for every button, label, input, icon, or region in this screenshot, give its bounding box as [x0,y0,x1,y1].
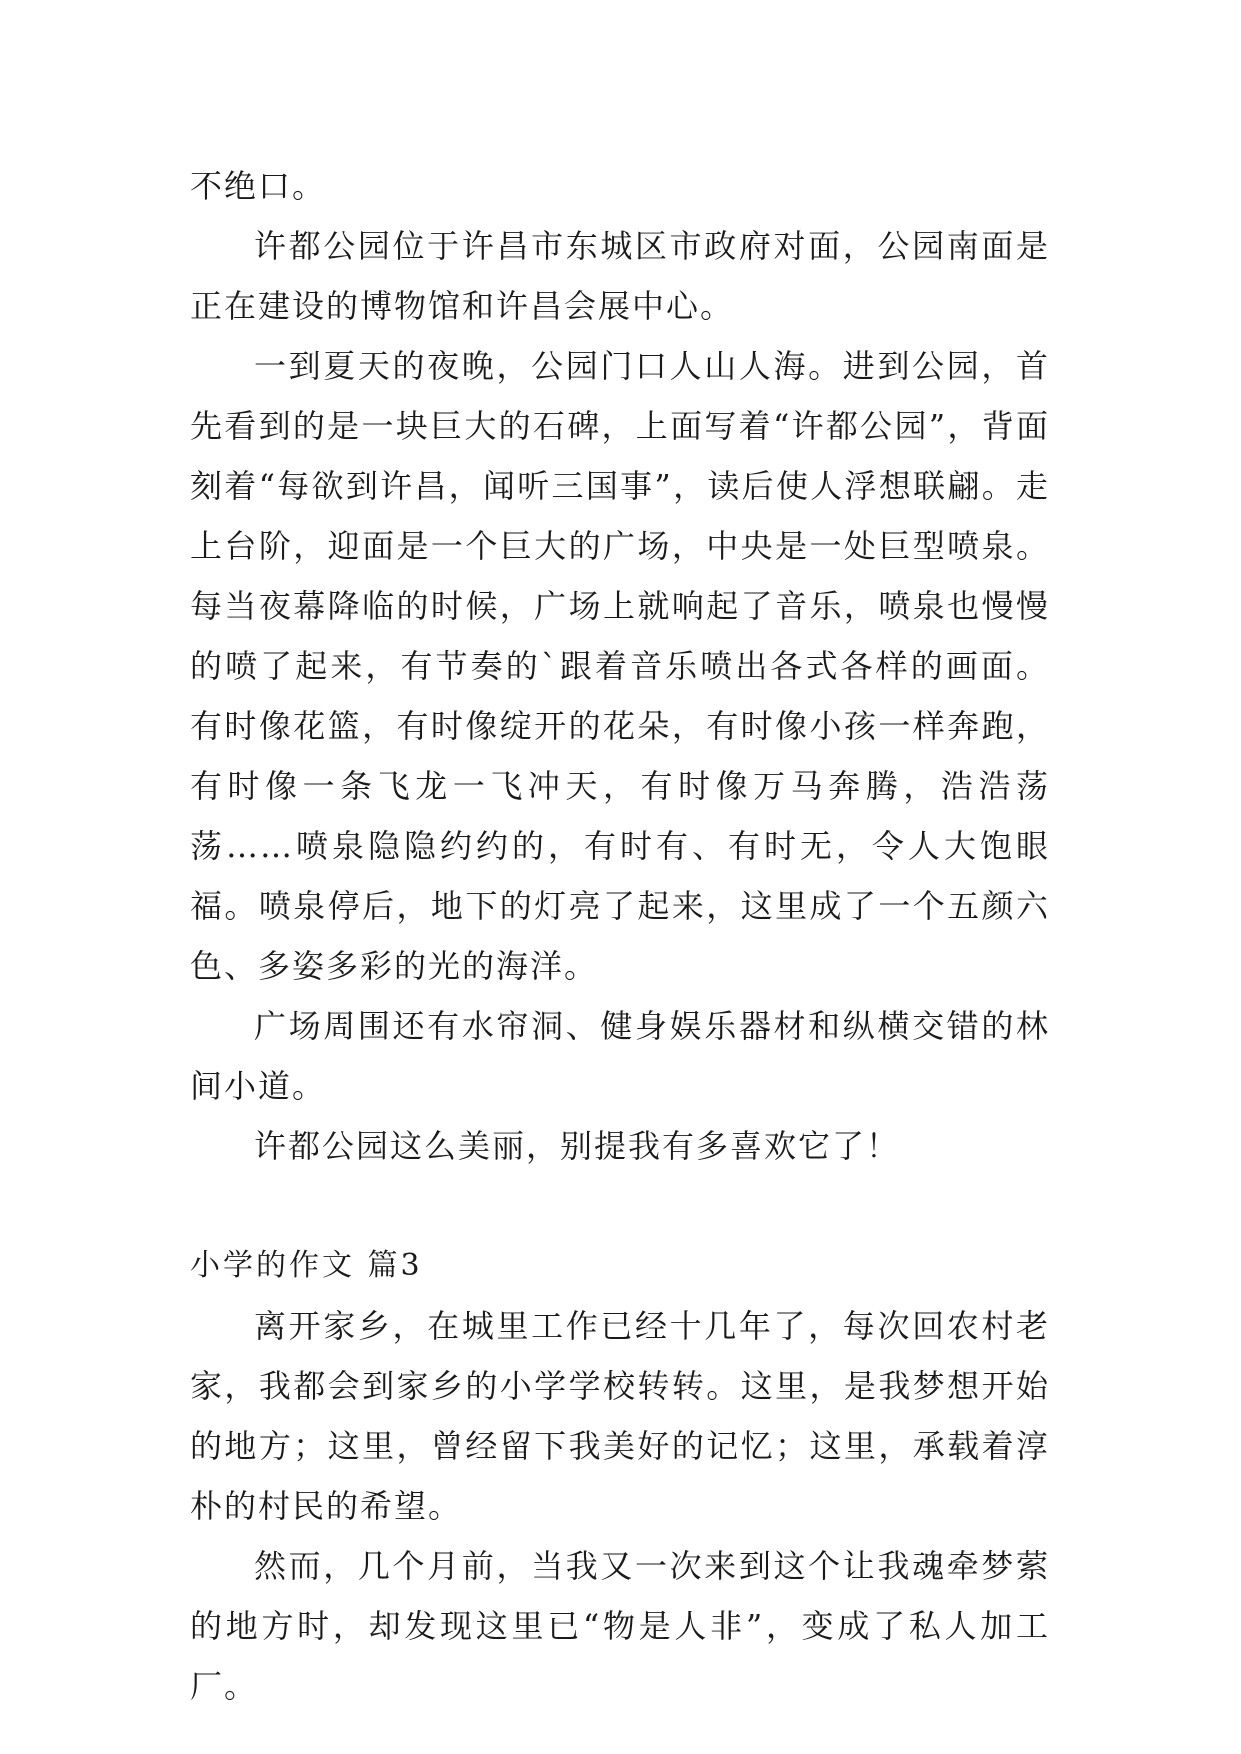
closing-paragraph: 许都公园这么美丽，别提我有多喜欢它了！ [254,1127,901,1165]
plaza-surroundings-paragraph: 广场周围还有水帘洞、健身娱乐器材和纵横交错的林间小道。 [190,1007,1050,1105]
summer-night-paragraph: 一到夏天的夜晚，公园门口人山人海。进到公园，首先看到的是一块巨大的石碑，上面写着“许都公园”，背面刻着“每欲到许昌，闻听三国事”，读后使人浮想联翩。走上台阶，迎面是一个巨大的广场，中央是一处巨型喷泉。每当夜幕降临的时候，广场上就响起了音乐，喷泉也慢慢的喷了起来，有节奏的`跟着音乐喷出各式各样的画面。有时像花篮，有时像绽开的花朵，有时像小孩一样奔跑，有时像一条飞龙一飞冲天，有时像万马奔腾，浩浩荡荡……喷泉隐隐约约的，有时有、有时无，令人大饱眼福。喷泉停后，地下的灯亮了起来，这里成了一个五颜六色、多姿多彩的光的海洋。 [190,347,1050,985]
essay-text [190,156,1050,1716]
section-heading: 小学的作文 篇3 [190,1248,423,1283]
continuation-paragraph: 不绝口。 [190,167,327,205]
school-changed-paragraph: 然而，几个月前，当我又一次来到这个让我魂牵梦萦的地方时，却发现这里已“物是人非”，变成了私人加工厂。 [190,1547,1050,1705]
park-location-paragraph: 许都公园位于许昌市东城区市政府对面，公园南面是正在建设的博物馆和许昌会展中心。 [190,227,1050,325]
hometown-school-paragraph: 离开家乡，在城里工作已经十几年了，每次回农村老家，我都会到家乡的小学学校转转。这里，是我梦想开始的地方；这里，曾经留下我美好的记忆；这里，承载着淳朴的村民的希望。 [190,1307,1050,1525]
